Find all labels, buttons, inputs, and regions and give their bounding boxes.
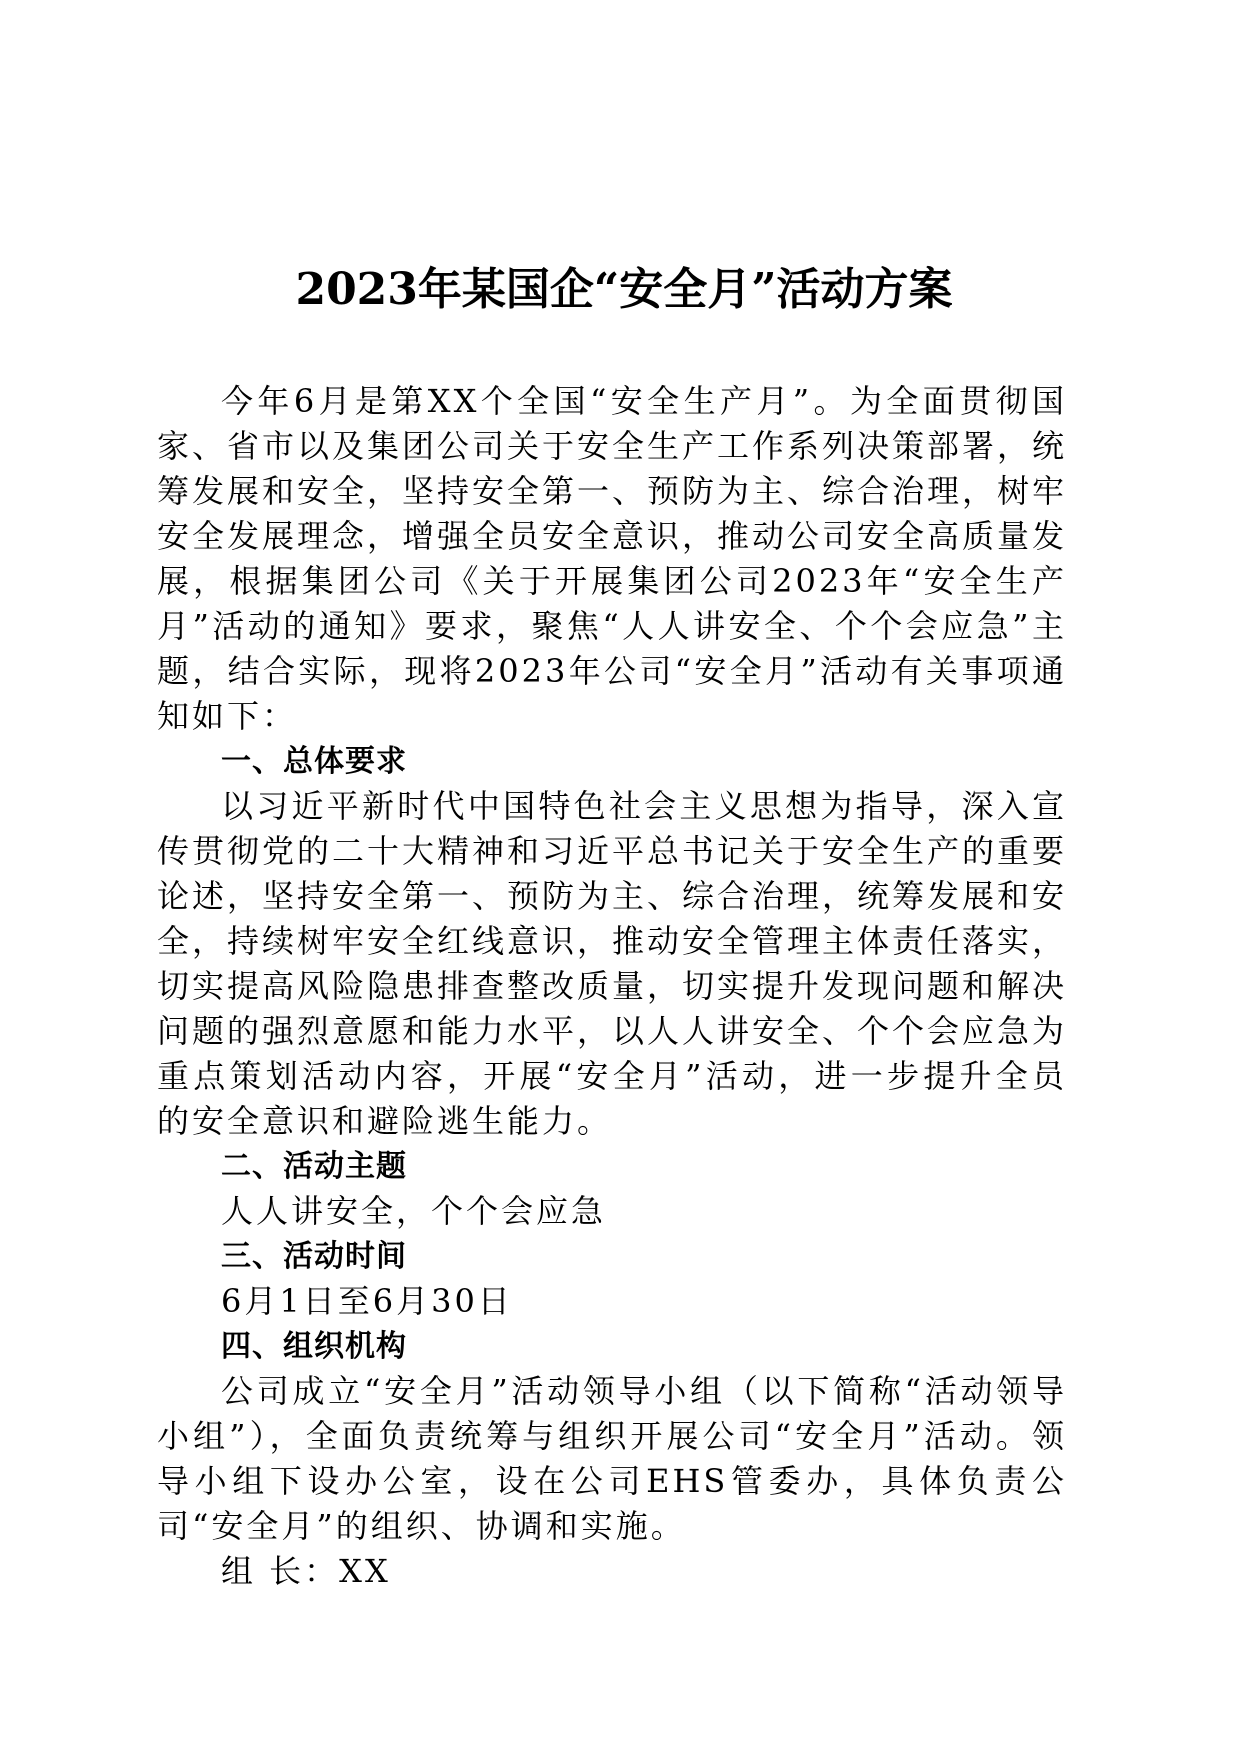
section-heading-activity-theme: 二、活动主题 <box>221 1149 407 1184</box>
document-body <box>157 379 1067 1594</box>
section-heading-organization: 四、组织机构 <box>221 1329 407 1364</box>
section-body-activity-theme: 人人讲安全，个个会应急 <box>221 1192 607 1230</box>
section-heading-activity-time: 三、活动时间 <box>221 1239 407 1274</box>
section-body-organization: 公司成立“安全月”活动领导小组（以下简称“活动领导小组”），全面负责统筹与组织开展公司“安全月”活动。领导小组下设办公室，设在公司EHS管委办，具体负责公司“安全月”的组织、协调和实施。 <box>157 1372 1067 1545</box>
section-body-activity-time: 6月1日至6月30日 <box>221 1282 513 1320</box>
document-title: 2023年某国企“安全月”活动方案 <box>295 264 953 315</box>
section-body-general-requirements: 以习近平新时代中国特色社会主义思想为指导，深入宣传贯彻党的二十大精神和习近平总书记关于安全生产的重要论述，坚持安全第一、预防为主、综合治理，统筹发展和安全，持续树牢安全红线意识，推动安全管理主体责任落实，切实提高风险隐患排查整改质量，切实提升发现问题和解决问题的强烈意愿和能力水平，以人人讲安全、个个会应急为重点策划活动内容，开展“安全月”活动，进一步提升全员的安全意识和避险逃生能力。 <box>157 787 1068 1140</box>
section-heading-general-requirements: 一、总体要求 <box>221 744 407 779</box>
leader-line: 组 长：XX <box>221 1552 391 1590</box>
intro-paragraph: 今年6月是第XX个全国“安全生产月”。为全面贯彻国家、省市以及集团公司关于安全生产工作系列决策部署，统筹发展和安全，坚持安全第一、预防为主、综合治理，树牢安全发展理念，增强全员安全意识，推动公司安全高质量发展，根据集团公司《关于开展集团公司2023年“安全生产月”活动的通知》要求，聚焦“人人讲安全、个个会应急”主题，结合实际，现将2023年公司“安全月”活动有关事项通知如下： <box>157 382 1068 735</box>
